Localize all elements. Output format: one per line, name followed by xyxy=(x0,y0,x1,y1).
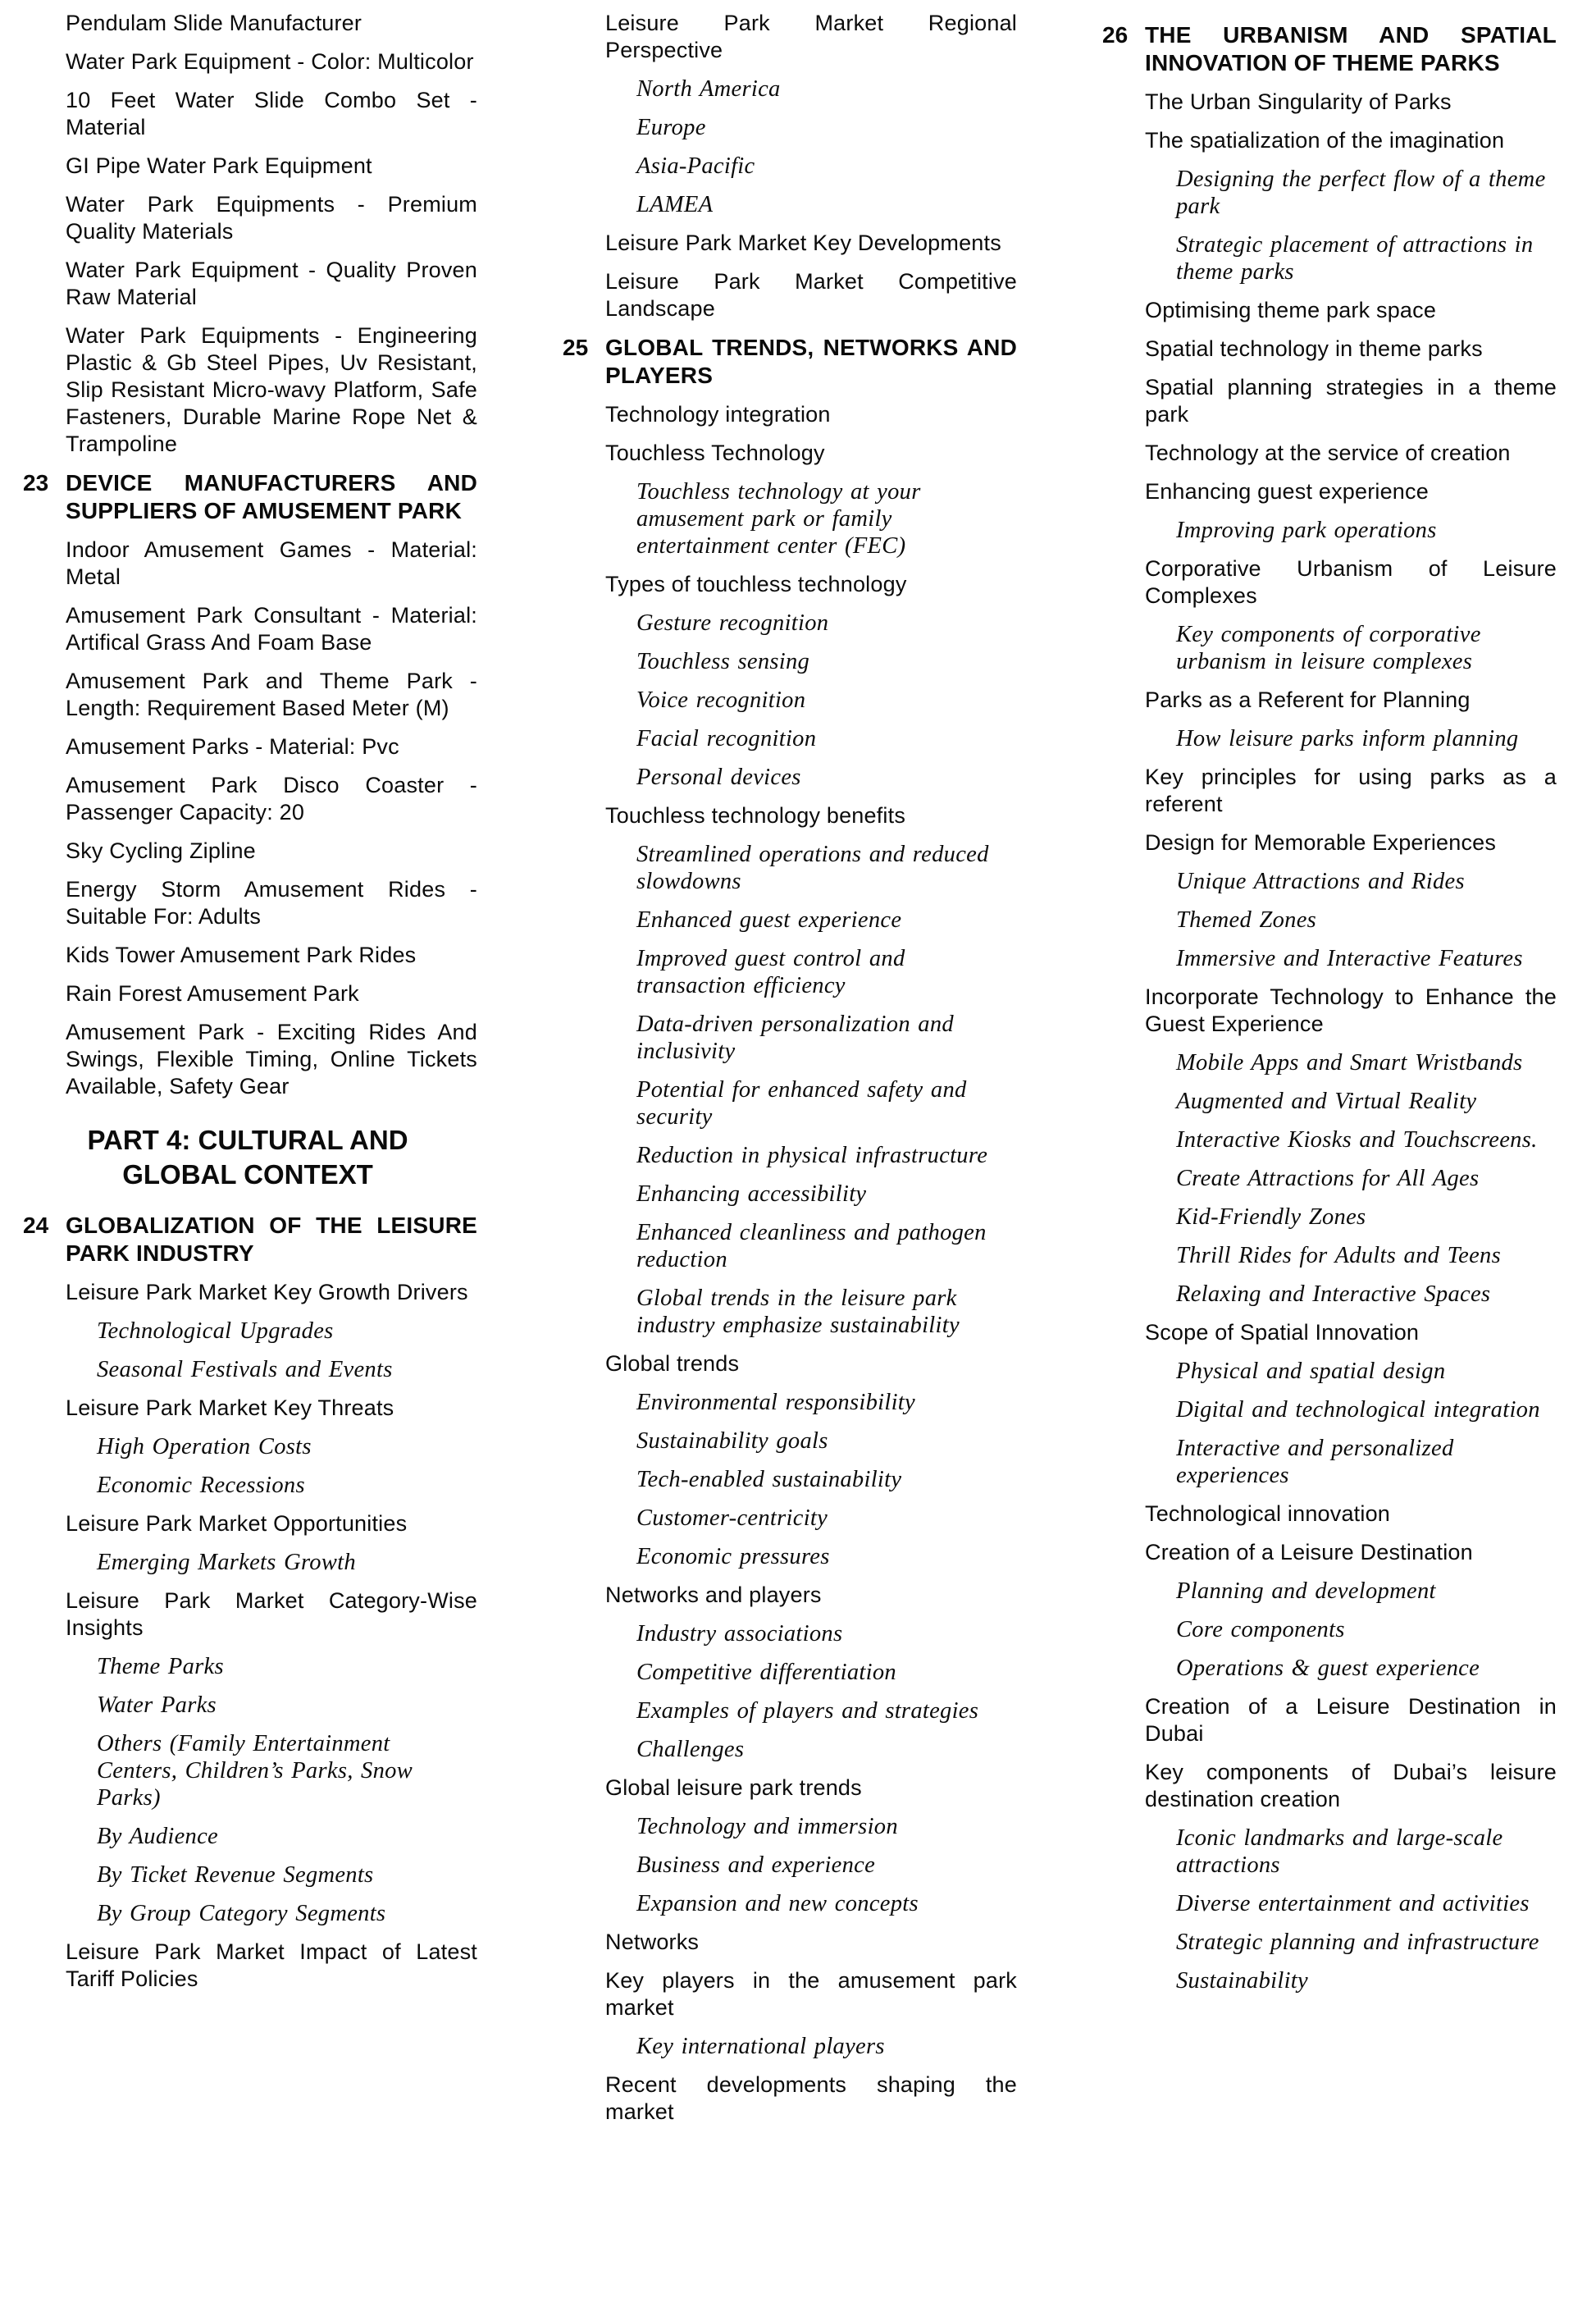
toc-entry: Rain Forest Amusement Park xyxy=(66,981,359,1006)
toc-subentry: Improved guest control and transaction efficiency xyxy=(636,946,905,998)
toc-subentry: Competitive differentiation xyxy=(636,1660,896,1685)
toc-entry: Scope of Spatial Innovation xyxy=(1145,1320,1420,1345)
toc-subentry: How leisure parks inform planning xyxy=(1176,726,1519,751)
toc-subentry: Physical and spatial design xyxy=(1176,1359,1446,1384)
toc-subentry: Europe xyxy=(636,115,706,140)
toc-entry: Amusement Park Consultant - Material: Artifical Grass And Foam Base xyxy=(66,603,477,655)
toc-entry: Creation of a Leisure Destination in Dubai xyxy=(1145,1694,1557,1746)
toc-entry: Enhancing guest experience xyxy=(1145,479,1429,504)
toc-subentry: By Audience xyxy=(97,1824,218,1849)
toc-subentry: Potential for enhanced safety and security xyxy=(636,1077,967,1130)
toc-subentry: Themed Zones xyxy=(1176,907,1317,933)
toc-subentry: Economic pressures xyxy=(636,1544,830,1569)
toc-entry: Amusement Parks - Material: Pvc xyxy=(66,734,399,759)
toc-entry: Water Park Equipments - Premium Quality Materials xyxy=(66,192,477,244)
toc-entry: Water Park Equipments - Engineering Plastic & Gb Steel Pipes, Uv Resistant, Slip Resistant Micro-wavy Platform, Safe Fasteners, Durable Marine Rope Net & Trampoline xyxy=(66,323,477,456)
toc-subentry: By Group Category Segments xyxy=(97,1901,386,1926)
toc-subentry: Economic Recessions xyxy=(97,1473,305,1498)
toc-subentry: Technological Upgrades xyxy=(97,1318,334,1344)
toc-entry: Amusement Park and Theme Park - Length: Requirement Based Meter (M) xyxy=(66,669,477,720)
toc-entry: Parks as a Referent for Planning xyxy=(1145,687,1471,712)
toc-entry: Networks xyxy=(605,1930,700,1954)
section-heading: GLOBAL TRENDS, NETWORKS AND PLAYERS xyxy=(605,335,1017,388)
toc-subentry: Improving park operations xyxy=(1176,518,1437,543)
toc-subentry: Iconic landmarks and large-scale attractions xyxy=(1176,1825,1503,1878)
toc-section xyxy=(563,334,1017,390)
toc-entry: Pendulam Slide Manufacturer xyxy=(66,11,363,35)
toc-entry: Key components of Dubai’s leisure destination creation xyxy=(1145,1760,1557,1811)
toc-entry: Leisure Park Market Category-Wise Insights xyxy=(66,1588,477,1640)
toc-entry: Technology integration xyxy=(605,402,831,427)
toc-subentry: Data-driven personalization and inclusivity xyxy=(636,1012,954,1064)
toc-subentry: Sustainability goals xyxy=(636,1428,828,1454)
toc-subentry: Unique Attractions and Rides xyxy=(1176,869,1465,894)
toc-entry: Kids Tower Amusement Park Rides xyxy=(66,943,417,967)
toc-subentry: Gesture recognition xyxy=(636,610,829,636)
toc-entry: Leisure Park Market Regional Perspective xyxy=(605,11,1017,62)
toc-entry: Indoor Amusement Games - Material: Metal xyxy=(66,537,477,589)
toc-section xyxy=(23,469,477,525)
toc-entry: Touchless technology benefits xyxy=(605,803,906,828)
toc-entry: Leisure Park Market Opportunities xyxy=(66,1511,408,1536)
toc-subentry: Relaxing and Interactive Spaces xyxy=(1176,1281,1491,1307)
toc-subentry: Challenges xyxy=(636,1737,745,1762)
column-2 xyxy=(563,10,1017,2295)
section-heading: DEVICE MANUFACTURERS AND SUPPLIERS OF AMUSEMENT PARK xyxy=(66,470,477,523)
toc-entry: Design for Memorable Experiences xyxy=(1145,830,1497,855)
toc-entry: Spatial technology in theme parks xyxy=(1145,336,1483,361)
toc-subentry: Enhanced cleanliness and pathogen reduction xyxy=(636,1220,987,1272)
toc-entry: Water Park Equipment - Color: Multicolor xyxy=(66,49,474,74)
toc-entry: The Urban Singularity of Parks xyxy=(1145,89,1452,114)
toc-subentry: Theme Parks xyxy=(97,1654,224,1679)
toc-subentry: Facial recognition xyxy=(636,726,817,751)
toc-subentry: Augmented and Virtual Reality xyxy=(1176,1089,1477,1114)
toc-entry: Networks and players xyxy=(605,1583,822,1607)
toc-subentry: North America xyxy=(636,76,781,102)
toc-subentry: Customer-centricity xyxy=(636,1505,828,1531)
toc-subentry: Sustainability xyxy=(1176,1968,1308,1994)
toc-entry: Key players in the amusement park market xyxy=(605,1968,1017,2020)
toc-entry: The spatialization of the imagination xyxy=(1145,128,1505,153)
toc-subentry: Interactive Kiosks and Touchscreens. xyxy=(1176,1127,1538,1153)
toc-subentry: Asia-Pacific xyxy=(636,153,755,179)
toc-entry: Spatial planning strategies in a theme park xyxy=(1145,375,1557,427)
section-number: 24 xyxy=(23,1213,49,1238)
toc-subentry: Voice recognition xyxy=(636,687,806,713)
toc-subentry: LAMEA xyxy=(636,192,714,217)
toc-subentry: Key international players xyxy=(636,2034,885,2059)
toc-subentry: Reduction in physical infrastructure xyxy=(636,1143,988,1168)
toc-subentry: By Ticket Revenue Segments xyxy=(97,1862,374,1888)
toc-subentry: Touchless sensing xyxy=(636,649,810,674)
section-heading: THE URBANISM AND SPATIAL INNOVATION OF THEME PARKS xyxy=(1145,22,1557,75)
column-1 xyxy=(23,10,477,2295)
toc-subentry: Environmental responsibility xyxy=(636,1390,915,1415)
toc-entry: Optimising theme park space xyxy=(1145,298,1437,322)
toc-entry: Touchless Technology xyxy=(605,441,825,465)
toc-subentry: Emerging Markets Growth xyxy=(97,1550,356,1575)
toc-subentry: Kid-Friendly Zones xyxy=(1176,1204,1366,1230)
toc-entry: Global trends xyxy=(605,1351,740,1376)
toc-subentry: Business and experience xyxy=(636,1852,876,1878)
toc-entry: Corporative Urbanism of Leisure Complexes xyxy=(1145,556,1557,608)
section-number: 25 xyxy=(563,335,589,360)
toc-subentry: Water Parks xyxy=(97,1692,217,1718)
column-3 xyxy=(1102,10,1557,2295)
toc-subentry: Strategic planning and infrastructure xyxy=(1176,1930,1539,1955)
toc-subentry: Global trends in the leisure park industry emphasize sustainability xyxy=(636,1286,960,1338)
toc-subentry: Strategic placement of attractions in theme parks xyxy=(1176,232,1534,285)
toc-subentry: Diverse entertainment and activities xyxy=(1176,1891,1530,1916)
toc-entry: Types of touchless technology xyxy=(605,572,907,596)
section-number: 23 xyxy=(23,470,49,496)
toc-entry: 10 Feet Water Slide Combo Set - Material xyxy=(66,88,477,139)
toc-subentry: Expansion and new concepts xyxy=(636,1891,919,1916)
toc-subentry: Key components of corporative urbanism in leisure complexes xyxy=(1176,622,1481,674)
toc-subentry: Tech-enabled sustainability xyxy=(636,1467,902,1492)
toc-subentry: Operations & guest experience xyxy=(1176,1656,1480,1681)
toc-subentry: Thrill Rides for Adults and Teens xyxy=(1176,1243,1501,1268)
toc-entry: Technological innovation xyxy=(1145,1501,1391,1526)
toc-subentry: Examples of players and strategies xyxy=(636,1698,979,1724)
toc-entry: Key principles for using parks as a referent xyxy=(1145,765,1557,816)
toc-subentry: Create Attractions for All Ages xyxy=(1176,1166,1480,1191)
toc-entry: Amusement Park - Exciting Rides And Swings, Flexible Timing, Online Tickets Available, Safety Gear xyxy=(66,1020,477,1098)
toc-entry: Amusement Park Disco Coaster - Passenger Capacity: 20 xyxy=(66,773,477,824)
part-heading xyxy=(23,1123,472,1192)
part-heading-text: PART 4: CULTURAL AND GLOBAL CONTEXT xyxy=(87,1125,408,1190)
toc-subentry: Designing the perfect flow of a theme park xyxy=(1176,167,1546,219)
toc-entry: Global leisure park trends xyxy=(605,1775,862,1800)
toc-subentry: Enhanced guest experience xyxy=(636,907,902,933)
toc-entry: GI Pipe Water Park Equipment xyxy=(66,153,372,178)
toc-subentry: Industry associations xyxy=(636,1621,843,1647)
toc-entry: Leisure Park Market Impact of Latest Tariff Policies xyxy=(66,1939,477,1991)
toc-section xyxy=(23,1212,477,1267)
section-number: 26 xyxy=(1102,22,1129,48)
toc-entry: Technology at the service of creation xyxy=(1145,441,1511,465)
toc-entry: Leisure Park Market Key Growth Drivers xyxy=(66,1280,468,1304)
toc-subentry: Seasonal Festivals and Events xyxy=(97,1357,393,1382)
toc-entry: Leisure Park Market Competitive Landscape xyxy=(605,269,1017,321)
toc-subentry: Streamlined operations and reduced slowdowns xyxy=(636,842,989,894)
toc-entry: Leisure Park Market Key Threats xyxy=(66,1395,394,1420)
toc-subentry: Interactive and personalized experiences xyxy=(1176,1436,1454,1488)
toc-entry: Recent developments shaping the market xyxy=(605,2072,1017,2124)
toc-entry: Water Park Equipment - Quality Proven Raw Material xyxy=(66,258,477,309)
toc-subentry: Mobile Apps and Smart Wristbands xyxy=(1176,1050,1523,1076)
toc-subentry: High Operation Costs xyxy=(97,1434,312,1459)
section-heading: GLOBALIZATION OF THE LEISURE PARK INDUSTRY xyxy=(66,1213,477,1266)
toc-entry: Energy Storm Amusement Rides - Suitable For: Adults xyxy=(66,877,477,929)
toc-subentry: Enhancing accessibility xyxy=(636,1181,867,1207)
toc-subentry: Touchless technology at your amusement park or family entertainment center (FEC) xyxy=(636,479,921,559)
toc-entry: Leisure Park Market Key Developments xyxy=(605,231,1001,255)
toc-subentry: Others (Family Entertainment Centers, Children’s Parks, Snow Parks) xyxy=(97,1731,413,1811)
toc-subentry: Technology and immersion xyxy=(636,1814,898,1839)
toc-subentry: Immersive and Interactive Features xyxy=(1176,946,1523,971)
toc-entry: Creation of a Leisure Destination xyxy=(1145,1540,1473,1564)
toc-subentry: Planning and development xyxy=(1176,1578,1436,1604)
toc-section xyxy=(1102,21,1557,77)
toc-entry: Incorporate Technology to Enhance the Guest Experience xyxy=(1145,984,1557,1036)
toc-subentry: Digital and technological integration xyxy=(1176,1397,1540,1423)
toc-subentry: Personal devices xyxy=(636,765,801,790)
toc-subentry: Core components xyxy=(1176,1617,1345,1642)
toc-entry: Sky Cycling Zipline xyxy=(66,838,256,863)
